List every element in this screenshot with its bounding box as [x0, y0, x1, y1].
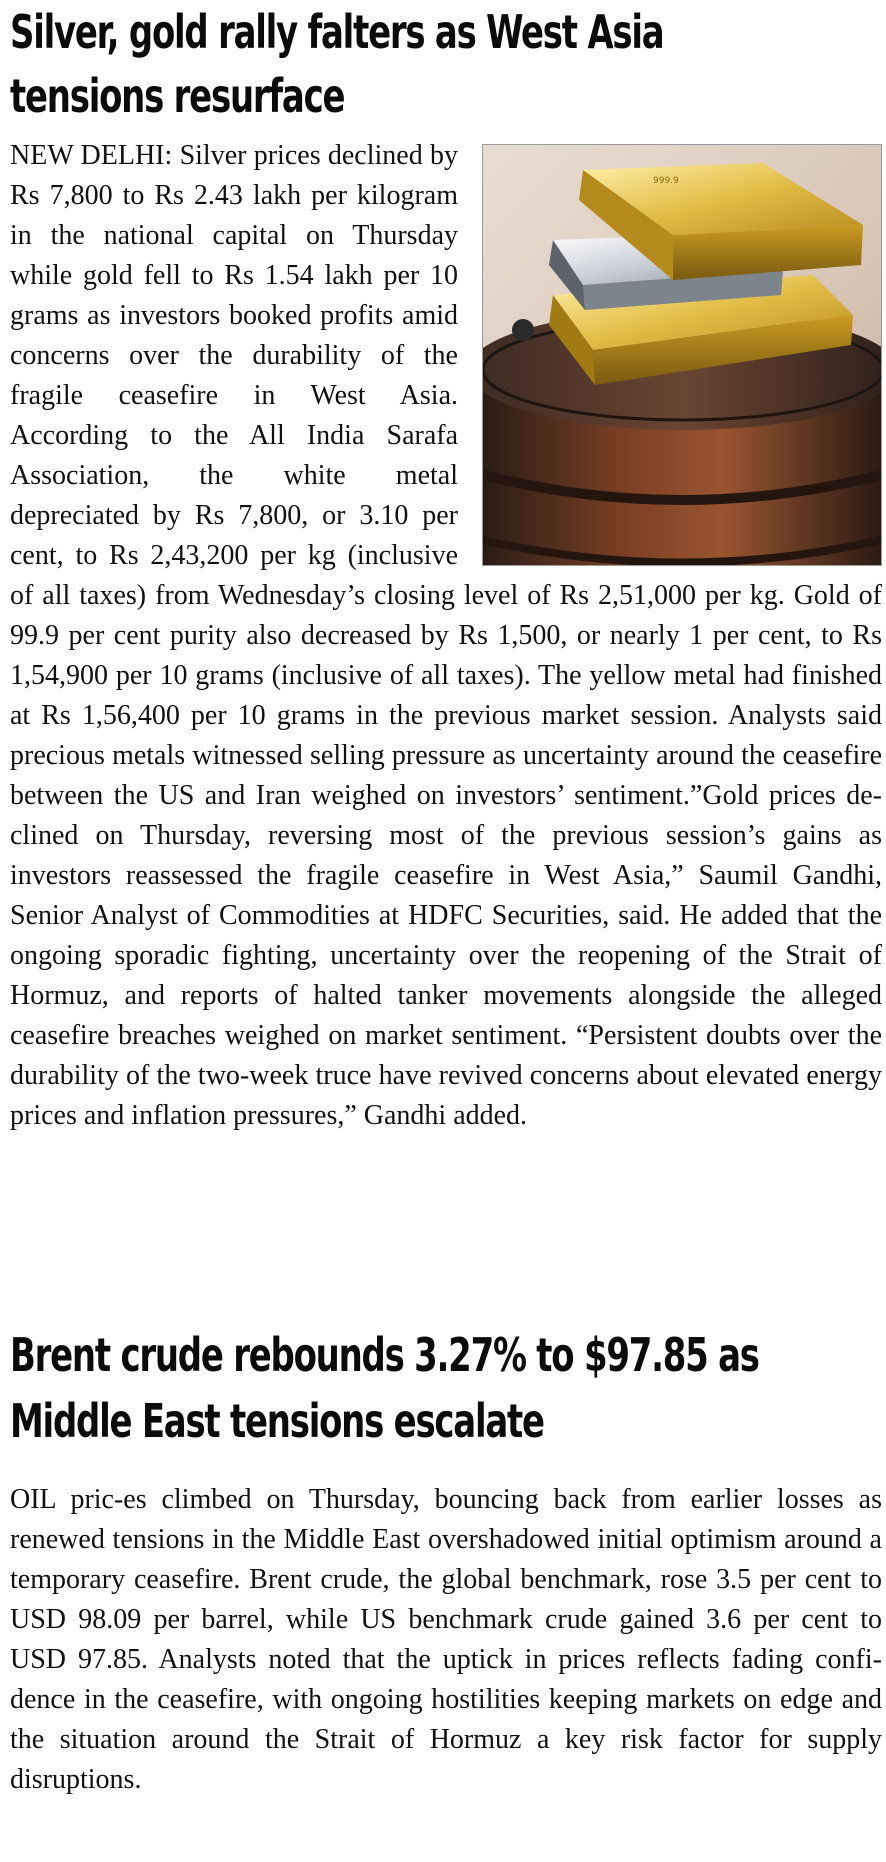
- article2-headline-line1: Brent crude rebounds 3.27% to $97.85 as: [10, 1328, 759, 1382]
- article2-headline: [10, 1322, 759, 1454]
- article1-story: [10, 136, 882, 1296]
- article1-headline-line1: Silver, gold rally falters as West Asia: [10, 5, 664, 59]
- article2-story: [10, 1480, 882, 1858]
- article1-headline: [10, 0, 663, 128]
- article1-body: NEW DELHI: Silver prices declined by Rs 7,800 to Rs 2.43 lakh per kilogram in the national capital on Thursday while gold fell to Rs 1.54 lakh per 10 grams as investors booked profits amid concerns over the durability of the fragile ceasefire in West Asia. According to the All India Sarafa Association, the white metal depreciated by Rs 7,800, or 3.10 per cent, to Rs 2,43,200 per kg (inclusive of all taxes) from Wednesday’s closing level of Rs 2,51,000 per kg. Gold of 99.9 per cent purity also decreased by Rs 1,500, or nearly 1 per cent, to Rs 1,54,900 per 10 grams (inclusive of all taxes). The yellow metal had finished at Rs 1,56,400 per 10 grams in the previous market session. Analysts said precious metals witnessed selling pressure as uncertainty around the ceasefire between the US and Iran weighed on investors’ sentiment.”Gold prices de-clined on Thursday, reversing most of the previous session’s gains as investors reassessed the fragile ceasefire in West Asia,” Saumil Gandhi, Senior Analyst of Commodities at HDFC Securities, said. He added that the ongoing sporadic fighting, uncertainty over the reopening of the Strait of Hormuz, and reports of halted tanker movements alongside the alleged ceasefire breaches weighed on market sentiment. “Persistent doubts over the durability of the two-week truce have revived concerns about elevated energy prices and inflation pressures,” Gandhi added.: [10, 140, 882, 1131]
- photo-illustration: [483, 145, 881, 565]
- gold-silver-bars-on-barrel-photo: [482, 144, 882, 566]
- article2-body: OIL pric-es climbed on Thursday, bouncing back from earlier losses as renewed tensions in the Middle East overshadowed initial optimism around a temporary ceasefire. Brent crude, the global benchmark, rose 3.5 per cent to USD 98.09 per barrel, while US benchmark crude gained 3.6 per cent to USD 97.85. Analysts noted that the uptick in prices reflects fading confidence in the ceasefire, with ongoing hostilities keeping markets on edge and the situation around the Strait of Hormuz a key risk factor for supply disruptions.: [10, 1484, 882, 1795]
- article1-headline-line2: tensions resurface: [10, 69, 345, 123]
- svg-text:999.9: 999.9: [653, 176, 679, 186]
- article2-headline-line2: Middle East tensions escalate: [10, 1394, 544, 1448]
